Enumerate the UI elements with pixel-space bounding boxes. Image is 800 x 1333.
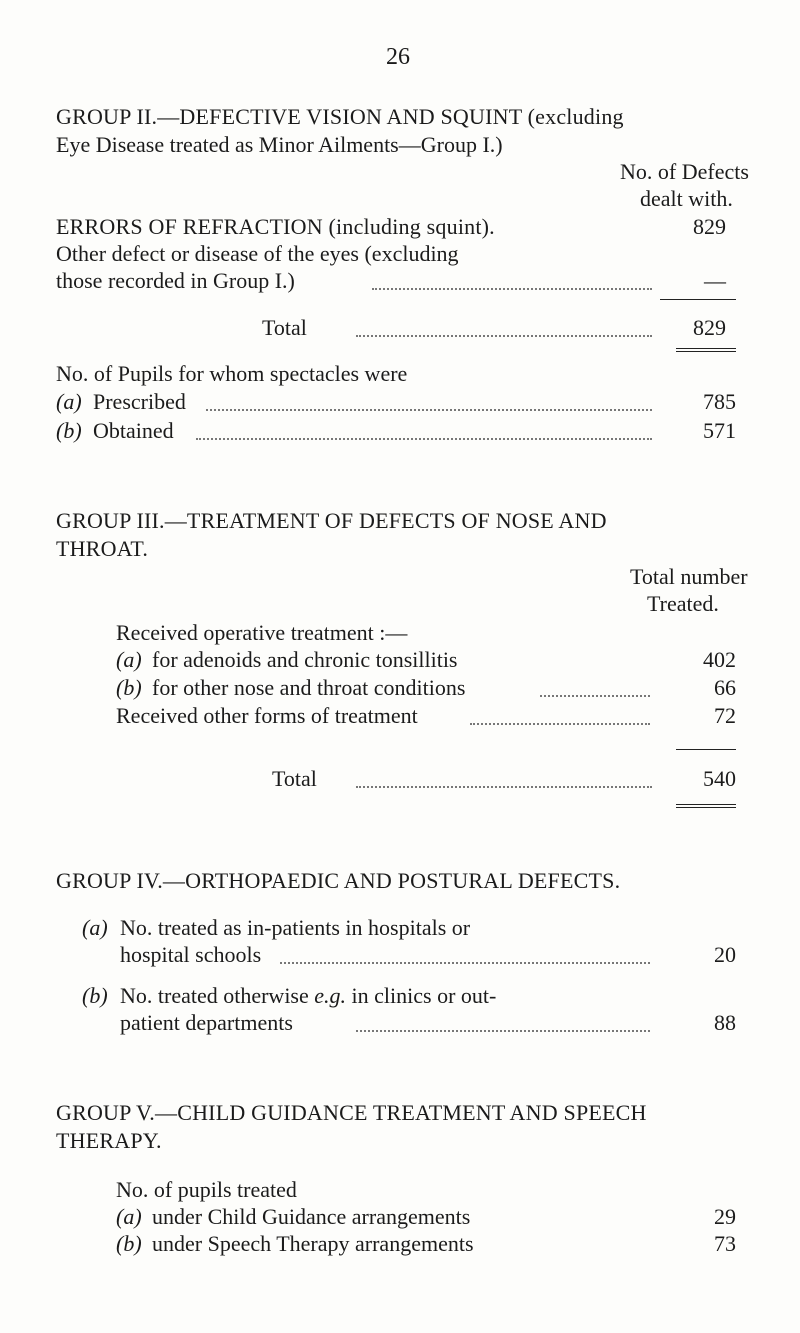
leader-dots	[470, 723, 650, 725]
total-double-rule	[676, 804, 736, 808]
other-conditions-marker: (b)	[116, 675, 142, 700]
in-patients-label-line1: No. treated as in-patients in hospitals or	[120, 915, 471, 940]
in-patients-marker: (a)	[82, 915, 108, 940]
spectacles-label: No. of Pupils for whom spectacles were	[56, 361, 408, 386]
pupils-treated-label: No. of pupils treated	[116, 1177, 297, 1202]
group-2-column-header-line2: dealt with.	[640, 186, 733, 211]
adenoids-value: 402	[703, 647, 736, 672]
obtained-marker: (b)	[56, 418, 82, 443]
group-4-heading: GROUP IV.—ORTHOPAEDIC AND POSTURAL DEFECTS.	[56, 868, 621, 893]
group-5-heading-line2: THERAPY.	[56, 1128, 162, 1153]
speech-therapy-label: under Speech Therapy arrangements	[152, 1231, 474, 1256]
prescribed-label: Prescribed	[93, 389, 186, 414]
child-guidance-value: 29	[714, 1204, 736, 1229]
child-guidance-label: under Child Guidance arrangements	[152, 1204, 471, 1229]
subtotal-rule	[676, 749, 736, 750]
other-defect-value: —	[704, 268, 726, 293]
group-3-heading-line2: THROAT.	[56, 536, 149, 561]
page-number: 26	[386, 44, 410, 70]
group-2-column-header-line1: No. of Defects	[620, 159, 749, 184]
leader-dots	[280, 962, 650, 964]
prescribed-marker: (a)	[56, 389, 82, 414]
other-conditions-label: for other nose and throat conditions	[152, 675, 466, 700]
leader-dots	[356, 786, 652, 788]
group-3-total-label: Total	[272, 766, 317, 791]
group-3-heading-line1: GROUP III.—TREATMENT OF DEFECTS OF NOSE AND	[56, 508, 607, 533]
group-3-column-header-line2: Treated.	[647, 591, 719, 616]
obtained-value: 571	[703, 418, 736, 443]
other-conditions-value: 66	[714, 675, 736, 700]
otherwise-value: 88	[714, 1010, 736, 1035]
leader-dots	[206, 409, 652, 411]
speech-therapy-value: 73	[714, 1231, 736, 1256]
errors-of-refraction-label: ERRORS OF REFRACTION (including squint).	[56, 214, 495, 239]
obtained-label: Obtained	[93, 418, 174, 443]
otherwise-marker: (b)	[82, 983, 108, 1008]
operative-treatment-label: Received operative treatment :—	[116, 620, 408, 645]
prescribed-value: 785	[703, 389, 736, 414]
other-forms-label: Received other forms of treatment	[116, 703, 418, 728]
speech-therapy-marker: (b)	[116, 1231, 142, 1256]
leader-dots	[540, 695, 650, 697]
errors-of-refraction-value: 829	[693, 214, 726, 239]
adenoids-marker: (a)	[116, 647, 142, 672]
other-forms-value: 72	[714, 703, 736, 728]
otherwise-label-line1: No. treated otherwise e.g. in clinics or out-	[120, 983, 497, 1008]
group-3-column-header-line1: Total number	[630, 564, 748, 589]
other-defect-label-line2: those recorded in Group I.)	[56, 268, 295, 293]
leader-dots	[372, 288, 652, 290]
other-defect-label-line1: Other defect or disease of the eyes (excluding	[56, 241, 459, 266]
leader-dots	[356, 1030, 650, 1032]
leader-dots	[196, 438, 652, 440]
child-guidance-marker: (a)	[116, 1204, 142, 1229]
group-2-heading-line2: Eye Disease treated as Minor Ailments—Group I.)	[56, 132, 503, 157]
in-patients-label-line2: hospital schools	[120, 942, 262, 967]
group-2-total-label: Total	[262, 315, 307, 340]
leader-dots	[356, 335, 652, 337]
otherwise-label-line2: patient departments	[120, 1010, 293, 1035]
group-2-total-value: 829	[693, 315, 726, 340]
group-2-heading-line1: GROUP II.—DEFECTIVE VISION AND SQUINT (excluding	[56, 104, 624, 129]
in-patients-value: 20	[714, 942, 736, 967]
group-3-total-value: 540	[703, 766, 736, 791]
total-double-rule	[676, 348, 736, 352]
group-5-heading-line1: GROUP V.—CHILD GUIDANCE TREATMENT AND SPEECH	[56, 1100, 647, 1125]
subtotal-rule	[660, 299, 736, 300]
adenoids-label: for adenoids and chronic tonsillitis	[152, 647, 458, 672]
